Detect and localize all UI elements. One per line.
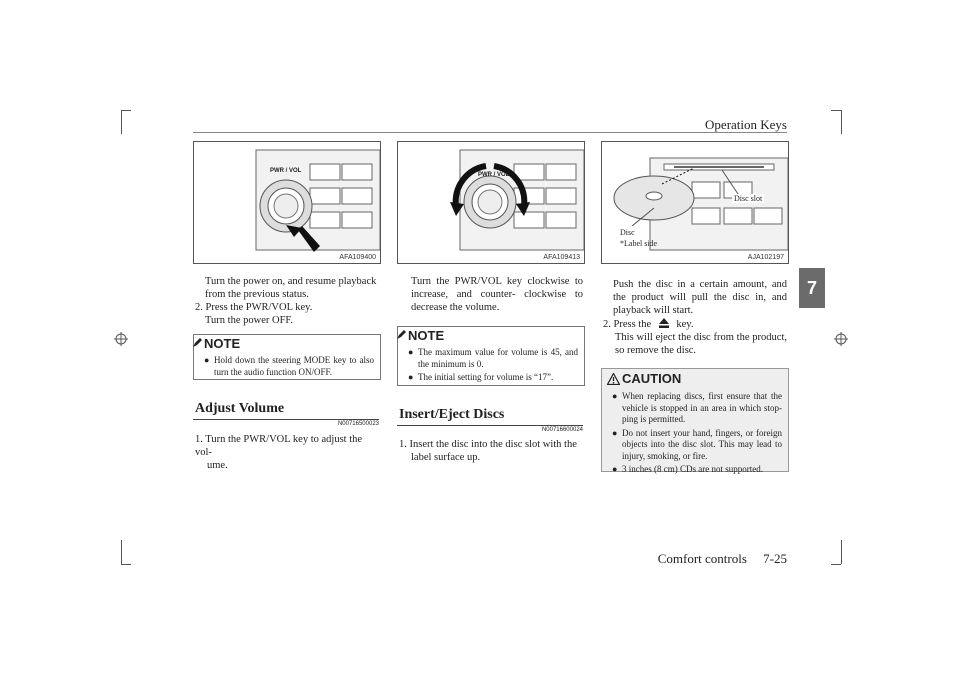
figure-pwr-vol-press — [193, 141, 381, 264]
caution-body — [612, 391, 782, 478]
label-side-note: *Label side — [620, 239, 658, 248]
step-2: 2. Press the PWR/VOL key. — [195, 302, 313, 313]
crop-mark — [121, 540, 122, 564]
radio-panel-illustration — [194, 142, 380, 263]
note-body — [408, 347, 578, 386]
step-1-continued: label surface up. — [411, 452, 481, 463]
disc-slot-label: Disc slot — [734, 194, 763, 203]
figure-disc-insert — [601, 141, 789, 264]
section-rule — [193, 419, 379, 420]
radio-panel-illustration — [398, 142, 584, 263]
crop-mark — [841, 110, 842, 134]
bullet-icon: ● — [408, 372, 414, 382]
step-2-detail: Turn the power OFF. — [205, 315, 294, 326]
note-box-power — [193, 334, 381, 380]
page-header-title: Operation Keys — [705, 117, 787, 132]
step-2-detail: This will eject the disc from the product, so remove the disc. — [615, 332, 787, 356]
paragraph: Push the disc in a certain amount, and the product will pull the disc in, and playback will start. — [613, 279, 787, 316]
crop-mark — [121, 110, 122, 134]
note-label: NOTE — [408, 328, 445, 343]
chapter-tab: 7 — [799, 268, 825, 308]
header-rule — [193, 132, 787, 133]
paragraph: Turn the power on, and resume playback — [205, 276, 377, 287]
registration-mark-icon — [834, 332, 848, 346]
paragraph: from the previous status. — [205, 289, 309, 300]
column-1-text — [193, 275, 379, 327]
column-3-step-2 — [603, 318, 787, 357]
column-1-steps — [195, 433, 379, 472]
page-footer: Comfort controls 7-25 — [657, 551, 787, 566]
key-label: PWR / VOL — [478, 172, 510, 178]
bullet-icon: ● — [612, 391, 618, 401]
note-label: NOTE — [204, 336, 241, 351]
list-item: ● 3 inches (8 cm) CDs are not supported. — [612, 464, 763, 474]
column-2-text — [411, 275, 583, 314]
eject-icon — [659, 318, 669, 328]
crop-mark — [831, 110, 841, 111]
section-title-insert-eject: Insert/Eject Discs — [399, 407, 505, 422]
registration-mark-icon — [114, 332, 128, 346]
figure-code: AFA109413 — [543, 254, 580, 261]
key-label: PWR / VOL — [270, 168, 302, 174]
caution-box — [601, 368, 789, 472]
list-item: ● When replacing discs, first ensure that the vehicle is stopped in an area in which stop-ping is permitted. — [612, 391, 782, 424]
bullet-icon: ● — [408, 347, 414, 357]
column-3-text — [613, 278, 787, 317]
column-2-steps — [399, 438, 583, 464]
note-body — [204, 355, 374, 380]
caution-label: CAUTION — [622, 371, 682, 386]
crop-mark — [841, 540, 842, 564]
step-1: 1. Insert the disc into the disc slot with the — [399, 439, 577, 450]
list-item: ● The initial setting for volume is “17”. — [408, 372, 554, 382]
section-code: N00716500023 — [337, 421, 379, 427]
section-rule — [397, 425, 583, 426]
step-1: 1. Turn the PWR/VOL key to adjust the vol- — [195, 434, 363, 458]
crop-mark — [831, 564, 841, 565]
paragraph: Turn the PWR/VOL key clockwise to increase, and counter- clockwise to decrease the volume. — [411, 276, 583, 313]
step-2: 2. Press the key. — [603, 319, 694, 330]
list-item: ● Do not insert your hand, fingers, or foreign objects into the disc slot. This may lead to injury, smoking, or fire. — [612, 427, 782, 461]
pencil-icon — [396, 330, 406, 340]
list-item: ● Hold down the steering MODE key to also turn the audio function ON/OFF. — [204, 355, 374, 377]
step-1-continued: ume. — [207, 460, 228, 471]
list-item: ● The maximum value for volume is 45, and the minimum is 0. — [408, 347, 578, 369]
section-code: N00716600024 — [541, 427, 583, 433]
disc-label: Disc — [620, 228, 635, 237]
figure-code: AJA102197 — [747, 254, 784, 261]
pencil-icon — [192, 338, 202, 348]
bullet-icon: ● — [612, 464, 618, 474]
crop-mark — [121, 564, 131, 565]
crop-mark — [121, 110, 131, 111]
bullet-icon: ● — [204, 355, 210, 365]
warning-triangle-icon — [607, 373, 620, 385]
section-title-adjust-volume: Adjust Volume — [195, 401, 285, 416]
note-box-volume — [397, 326, 585, 386]
figure-code: AFA109400 — [339, 254, 376, 261]
bullet-icon: ● — [612, 427, 618, 438]
figure-pwr-vol-rotate — [397, 141, 585, 264]
